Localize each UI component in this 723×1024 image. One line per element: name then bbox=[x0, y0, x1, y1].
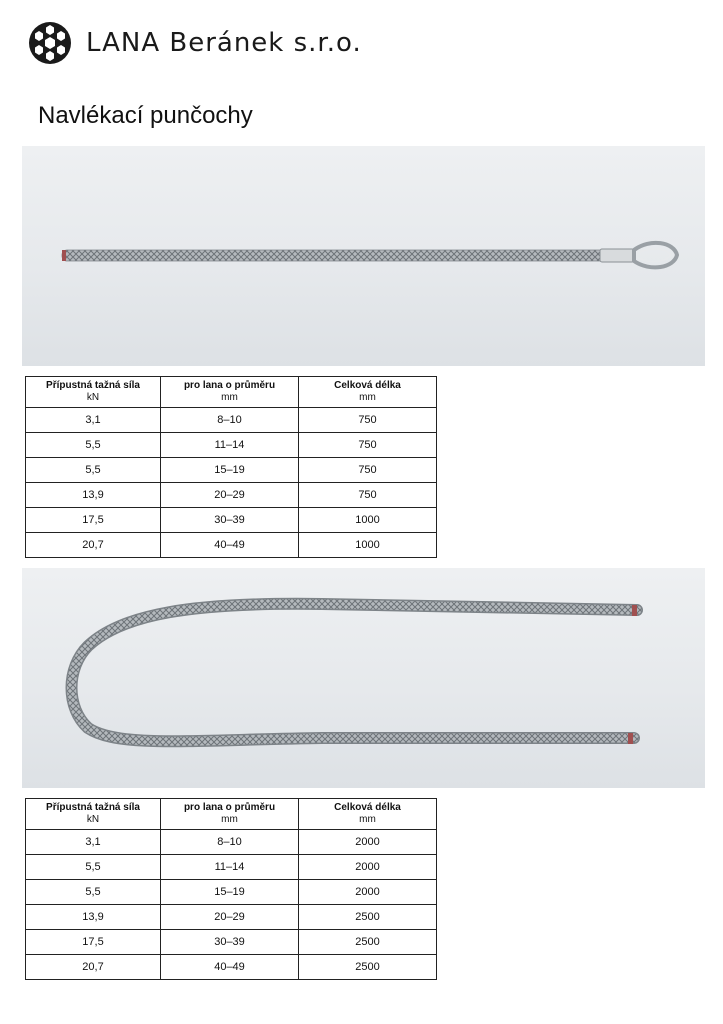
company-name: LANA Beránek s.r.o. bbox=[86, 28, 362, 58]
table-row bbox=[26, 433, 437, 458]
cell-length: 1000 bbox=[299, 508, 437, 533]
cell-diameter: 8–10 bbox=[161, 830, 299, 855]
cell-force: 20,7 bbox=[26, 533, 161, 558]
cell-diameter: 40–49 bbox=[161, 955, 299, 980]
cell-force: 3,1 bbox=[26, 408, 161, 433]
cell-force: 5,5 bbox=[26, 433, 161, 458]
cell-diameter: 20–29 bbox=[161, 483, 299, 508]
cell-length: 1000 bbox=[299, 533, 437, 558]
header-total-length: Celková délka mm bbox=[299, 377, 437, 408]
cell-length: 750 bbox=[299, 458, 437, 483]
cell-length: 2000 bbox=[299, 880, 437, 905]
header-rope-diameter: pro lana o průměru mm bbox=[161, 799, 299, 830]
cell-force: 13,9 bbox=[26, 905, 161, 930]
cell-force: 5,5 bbox=[26, 458, 161, 483]
table-row bbox=[26, 483, 437, 508]
cell-length: 2000 bbox=[299, 855, 437, 880]
cell-diameter: 15–19 bbox=[161, 458, 299, 483]
table-row bbox=[26, 533, 437, 558]
table-row bbox=[26, 930, 437, 955]
header bbox=[28, 20, 362, 66]
cable-sock-u-photo bbox=[22, 568, 705, 788]
cell-length: 2500 bbox=[299, 905, 437, 930]
cell-diameter: 8–10 bbox=[161, 408, 299, 433]
cell-force: 3,1 bbox=[26, 830, 161, 855]
table-row bbox=[26, 855, 437, 880]
cell-force: 5,5 bbox=[26, 855, 161, 880]
cell-length: 750 bbox=[299, 483, 437, 508]
cell-length: 2500 bbox=[299, 930, 437, 955]
table-row bbox=[26, 830, 437, 855]
cell-length: 750 bbox=[299, 433, 437, 458]
page-title: Navlékací punčochy bbox=[38, 102, 253, 129]
table-row bbox=[26, 408, 437, 433]
cell-length: 750 bbox=[299, 408, 437, 433]
cell-diameter: 30–39 bbox=[161, 508, 299, 533]
cell-diameter: 11–14 bbox=[161, 433, 299, 458]
header-tensile-force: Přípustná tažná síla kN bbox=[26, 799, 161, 830]
cable-sock-eye-photo bbox=[22, 146, 705, 366]
cell-length: 2000 bbox=[299, 830, 437, 855]
table-header-row bbox=[26, 799, 437, 830]
cell-force: 5,5 bbox=[26, 880, 161, 905]
cell-diameter: 15–19 bbox=[161, 880, 299, 905]
cell-length: 2500 bbox=[299, 955, 437, 980]
table-row bbox=[26, 508, 437, 533]
table-row bbox=[26, 458, 437, 483]
cell-diameter: 11–14 bbox=[161, 855, 299, 880]
cell-diameter: 30–39 bbox=[161, 930, 299, 955]
cell-force: 17,5 bbox=[26, 930, 161, 955]
cell-force: 17,5 bbox=[26, 508, 161, 533]
hexagon-strand-logo-icon bbox=[28, 21, 72, 65]
spec-table-1 bbox=[25, 376, 437, 558]
table-header-row bbox=[26, 377, 437, 408]
cell-force: 13,9 bbox=[26, 483, 161, 508]
header-rope-diameter: pro lana o průměru mm bbox=[161, 377, 299, 408]
table-row bbox=[26, 955, 437, 980]
header-total-length: Celková délka mm bbox=[299, 799, 437, 830]
cell-force: 20,7 bbox=[26, 955, 161, 980]
table-row bbox=[26, 905, 437, 930]
cell-diameter: 20–29 bbox=[161, 905, 299, 930]
header-tensile-force: Přípustná tažná síla kN bbox=[26, 377, 161, 408]
cell-diameter: 40–49 bbox=[161, 533, 299, 558]
table-row bbox=[26, 880, 437, 905]
spec-table-2 bbox=[25, 798, 437, 980]
